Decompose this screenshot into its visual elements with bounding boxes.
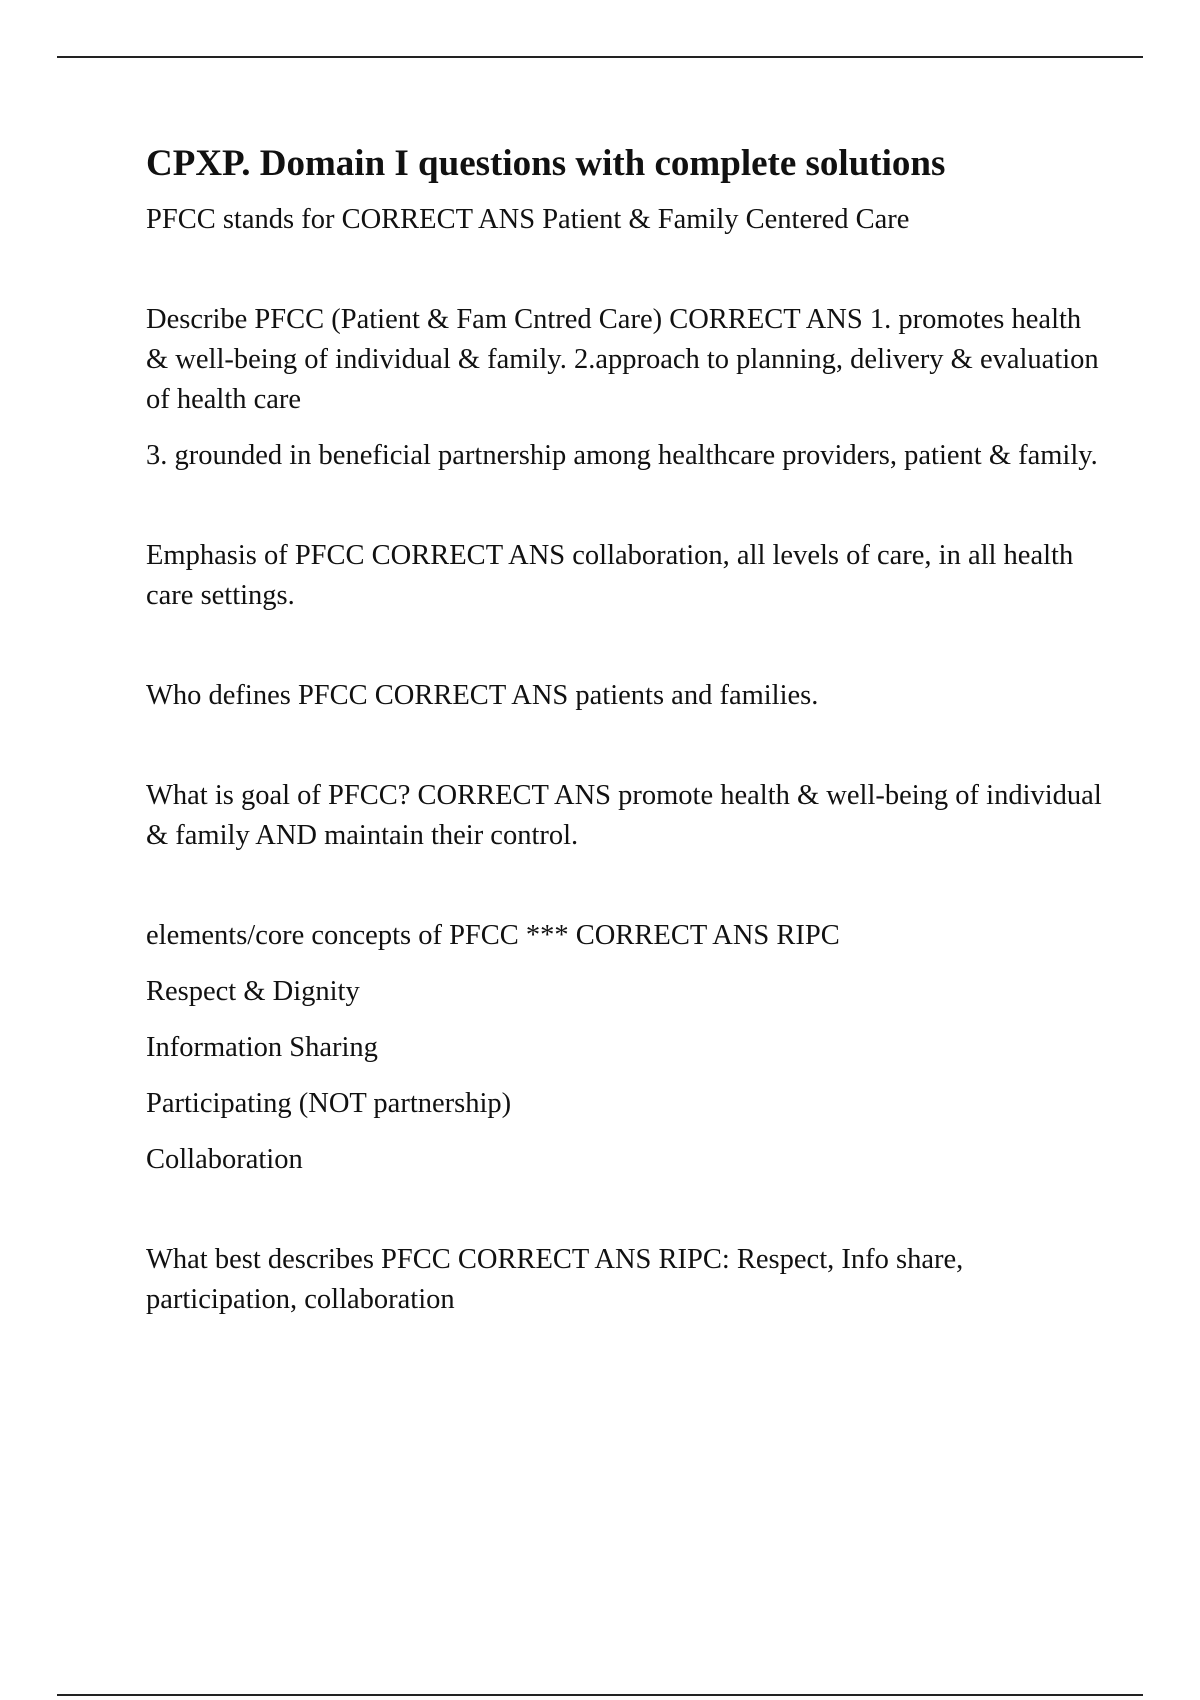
- paragraph-emphasis-of-pfcc: Emphasis of PFCC CORRECT ANS collaboration, all levels of care, in all health care settings.: [146, 540, 1074, 612]
- list-item-respect-dignity: Respect & Dignity: [146, 976, 360, 1008]
- paragraph-goal-of-pfcc: What is goal of PFCC? CORRECT ANS promote health & well-being of individual & family AND maintain their control.: [146, 780, 1102, 852]
- bottom-divider: [57, 1694, 1143, 1696]
- list-item-collaboration: Collaboration: [146, 1144, 303, 1176]
- paragraph-describe-pfcc-point-3: 3. grounded in beneficial partnership among healthcare providers, patient & family.: [146, 440, 1098, 472]
- paragraph-best-describes-pfcc: What best describes PFCC CORRECT ANS RIPC: Respect, Info share, participation, collaboration: [146, 1244, 964, 1316]
- document-body: [146, 142, 1106, 1320]
- paragraph-pfcc-stands-for: PFCC stands for CORRECT ANS Patient & Family Centered Care: [146, 204, 910, 236]
- paragraph-core-concepts: elements/core concepts of PFCC *** CORRECT ANS RIPC: [146, 920, 840, 952]
- paragraph-describe-pfcc: Describe PFCC (Patient & Fam Cntred Care) CORRECT ANS 1. promotes health & well-being of individual & family. 2.approach to planning, delivery & evaluation of health care: [146, 304, 1099, 416]
- list-item-information-sharing: Information Sharing: [146, 1032, 378, 1064]
- document-title: CPXP. Domain I questions with complete solutions: [146, 143, 946, 184]
- list-item-participating: Participating (NOT partnership): [146, 1088, 512, 1120]
- paragraph-who-defines-pfcc: Who defines PFCC CORRECT ANS patients and families.: [146, 680, 819, 712]
- top-divider: [57, 56, 1143, 58]
